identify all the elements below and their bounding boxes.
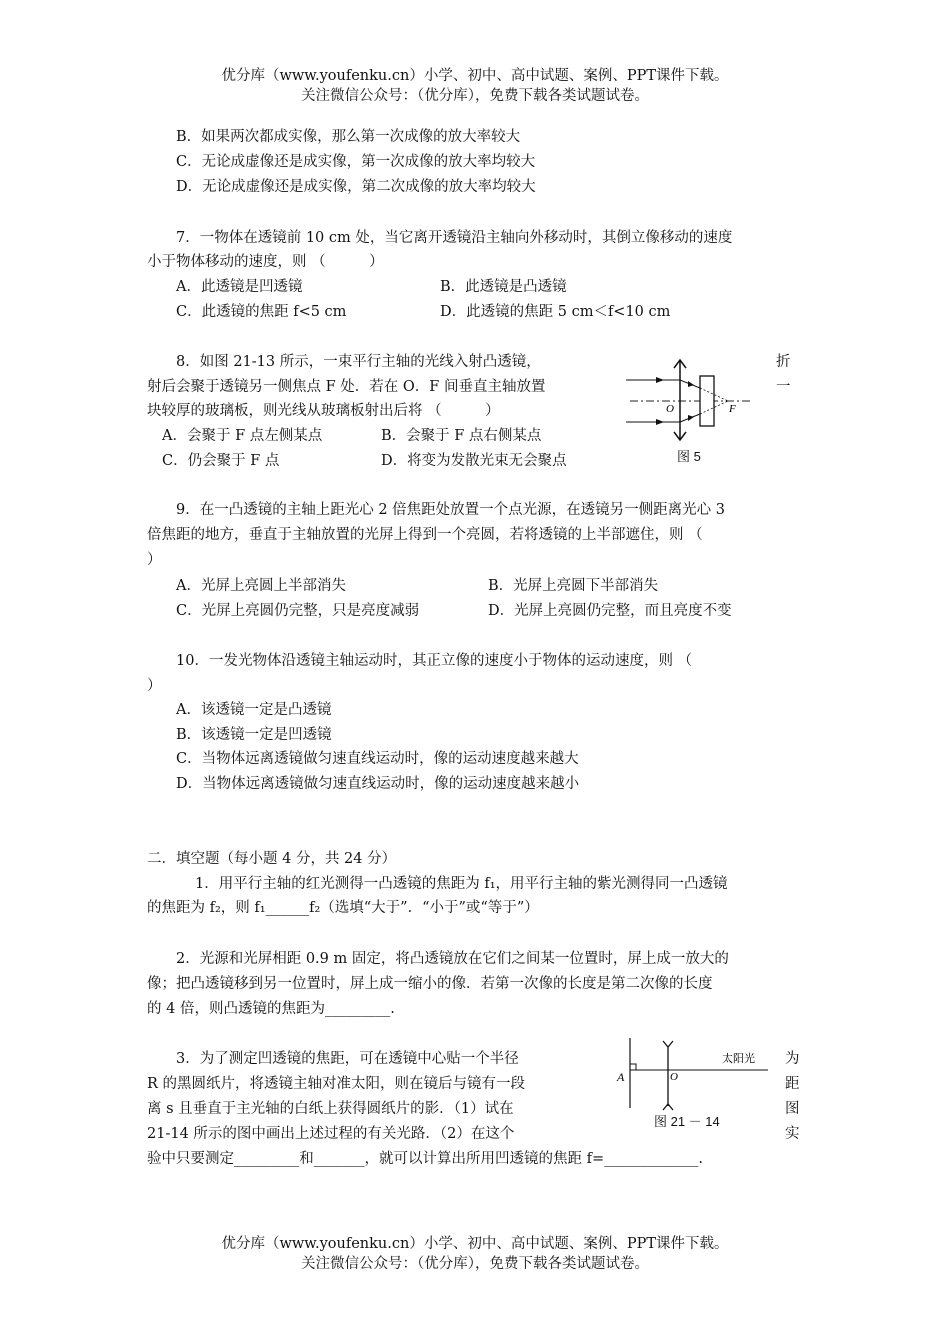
q9-option-c: C．光屏上亮圆仍完整，只是亮度减弱 <box>176 603 420 619</box>
q9-stem-line-2: 倍焦距的地方，垂直于主轴放置的光屏上得到一个亮圆，若将透镜的上半部遮住，则 （ <box>147 527 703 543</box>
q10-option-a: A．该透镜一定是凸透镜 <box>176 702 332 718</box>
page-footer-line-1: 优分库（www.youfenku.cn）小学、初中、高中试题、案例、PPT课件下载。 <box>221 1236 729 1252</box>
q8-stem-line-1: 8．如图 21-13 所示，一束平行主轴的光线入射凸透镜， <box>176 354 541 370</box>
figure-21-14-label-sunlight: 太阳光 <box>722 1052 755 1065</box>
q8-option-c: C．仍会聚于 F 点 <box>162 453 280 469</box>
figure-21-14-label-o: O <box>670 1071 678 1083</box>
q10-option-c: C．当物体远离透镜做匀速直线运动时，像的运动速度越来越大 <box>176 751 579 767</box>
fill-3-line-3-tail: 图 <box>785 1101 800 1117</box>
q7-option-a: A．此透镜是凹透镜 <box>176 279 303 295</box>
q9-option-b: B．光屏上亮圆下半部消失 <box>488 578 659 594</box>
fill-3-line-1: 3．为了测定凹透镜的焦距，可在透镜中心贴一个半径 <box>176 1051 519 1067</box>
q10-stem-line-2: ） <box>147 678 162 694</box>
fill-3-line-3: 离 s 且垂直于主光轴的白纸上获得圆纸片的影．（1）试在 <box>147 1101 514 1117</box>
page-header-line-2: 关注微信公众号：（优分库），免费下载各类试题试卷。 <box>301 88 649 104</box>
fill-3-line-4-tail: 实 <box>785 1126 800 1142</box>
q9-option-a: A．光屏上亮圆上半部消失 <box>176 578 346 594</box>
fill-1-line-2: 的焦距为 f₂，则 f₁______f₂（选填“大于”．“小于”或“等于”） <box>147 900 539 916</box>
page-header-line-1: 优分库（www.youfenku.cn）小学、初中、高中试题、案例、PPT课件下载。 <box>221 68 729 84</box>
fill-3-line-5: 验中只要测定_________和_______，就可以计算出所用凹透镜的焦距 f=_____________. <box>147 1151 703 1167</box>
fill-2-line-1: 2．光源和光屏相距 0.9 m 固定，将凸透镜放在它们之间某一位置时，屏上成一放大的 <box>176 951 729 967</box>
section-2-title: 二．填空题（每小题 4 分，共 24 分） <box>147 851 397 867</box>
fill-2-line-2: 像；把凸透镜移到另一位置时，屏上成一缩小的像．若第一次像的长度是第二次像的长度 <box>147 976 713 992</box>
q9-option-d: D．光屏上亮圆仍完整，而且亮度不变 <box>488 603 732 619</box>
q6-option-b: B．如果两次都成实像，那么第一次成像的放大率较大 <box>176 129 521 145</box>
fill-1-line-1: 1．用平行主轴的红光测得一凸透镜的焦距为 f₁，用平行主轴的紫光测得同一凸透镜 <box>195 876 728 892</box>
fill-3-line-4: 21-14 所示的图中画出上述过程的有关光路．（2）在这个 <box>147 1126 515 1142</box>
q9-stem-line-3: ） <box>147 552 162 568</box>
q8-stem-line-3: 块较厚的玻璃板，则光线从玻璃板射出后将 （ ） <box>147 403 500 419</box>
figure-21-14-caption: 图 21 － 14 <box>654 1114 720 1129</box>
figure-5-caption: 图 5 <box>677 449 701 464</box>
q10-option-b: B．该透镜一定是凹透镜 <box>176 727 332 743</box>
fill-3-line-2-tail: 距 <box>785 1076 800 1092</box>
q8-stem-line-2: 射后会聚于透镜另一侧焦点 F 处．若在 O．F 间垂直主轴放置 <box>147 379 546 395</box>
figure-21-14-label-a: A <box>617 1070 625 1084</box>
q8-stem-line-2-tail: 一 <box>776 379 791 395</box>
q7-option-b: B．此透镜是凸透镜 <box>440 279 567 295</box>
q6-option-c: C．无论成虚像还是成实像，第一次成像的放大率均较大 <box>176 154 536 170</box>
figure-5-convex-lens-diagram <box>626 352 756 442</box>
q6-option-d: D．无论成虚像还是成实像，第二次成像的放大率均较大 <box>176 179 536 195</box>
figure-21-14-concave-lens-diagram <box>612 1034 772 1112</box>
q8-option-d: D．将变为发散光束无会聚点 <box>381 453 567 469</box>
q8-option-b: B．会聚于 F 点右侧某点 <box>381 428 542 444</box>
q7-option-c: C．此透镜的焦距 f<5 cm <box>176 304 347 320</box>
figure-5-label-f: F <box>729 403 736 415</box>
q7-stem-line-1: 7．一物体在透镜前 10 cm 处，当它离开透镜沿主轴向外移动时，其倒立像移动的速度 <box>176 230 733 246</box>
q8-option-a: A．会聚于 F 点左侧某点 <box>162 428 323 444</box>
q10-stem-line-1: 10．一发光物体沿透镜主轴运动时，其正立像的速度小于物体的运动速度，则 （ <box>176 653 693 669</box>
q7-stem-line-2: 小于物体移动的速度，则 （ ） <box>147 254 384 270</box>
q10-option-d: D．当物体远离透镜做匀速直线运动时，像的运动速度越来越小 <box>176 776 580 792</box>
q7-option-d: D．此透镜的焦距 5 cm＜f<10 cm <box>440 304 671 320</box>
fill-3-line-1-tail: 为 <box>785 1051 800 1067</box>
figure-5-label-o: O <box>666 403 674 415</box>
page-footer-line-2: 关注微信公众号：（优分库），免费下载各类试题试卷。 <box>301 1256 649 1272</box>
q8-stem-line-1-tail: 折 <box>776 354 791 370</box>
fill-3-line-2: R 的黑圆纸片，将透镜主轴对准太阳，则在镜后与镜有一段 <box>147 1076 526 1092</box>
fill-2-line-3: 的 4 倍，则凸透镜的焦距为_________. <box>147 1001 395 1017</box>
q9-stem-line-1: 9．在一凸透镜的主轴上距光心 2 倍焦距处放置一个点光源，在透镜另一侧距离光心 3 <box>176 502 726 518</box>
